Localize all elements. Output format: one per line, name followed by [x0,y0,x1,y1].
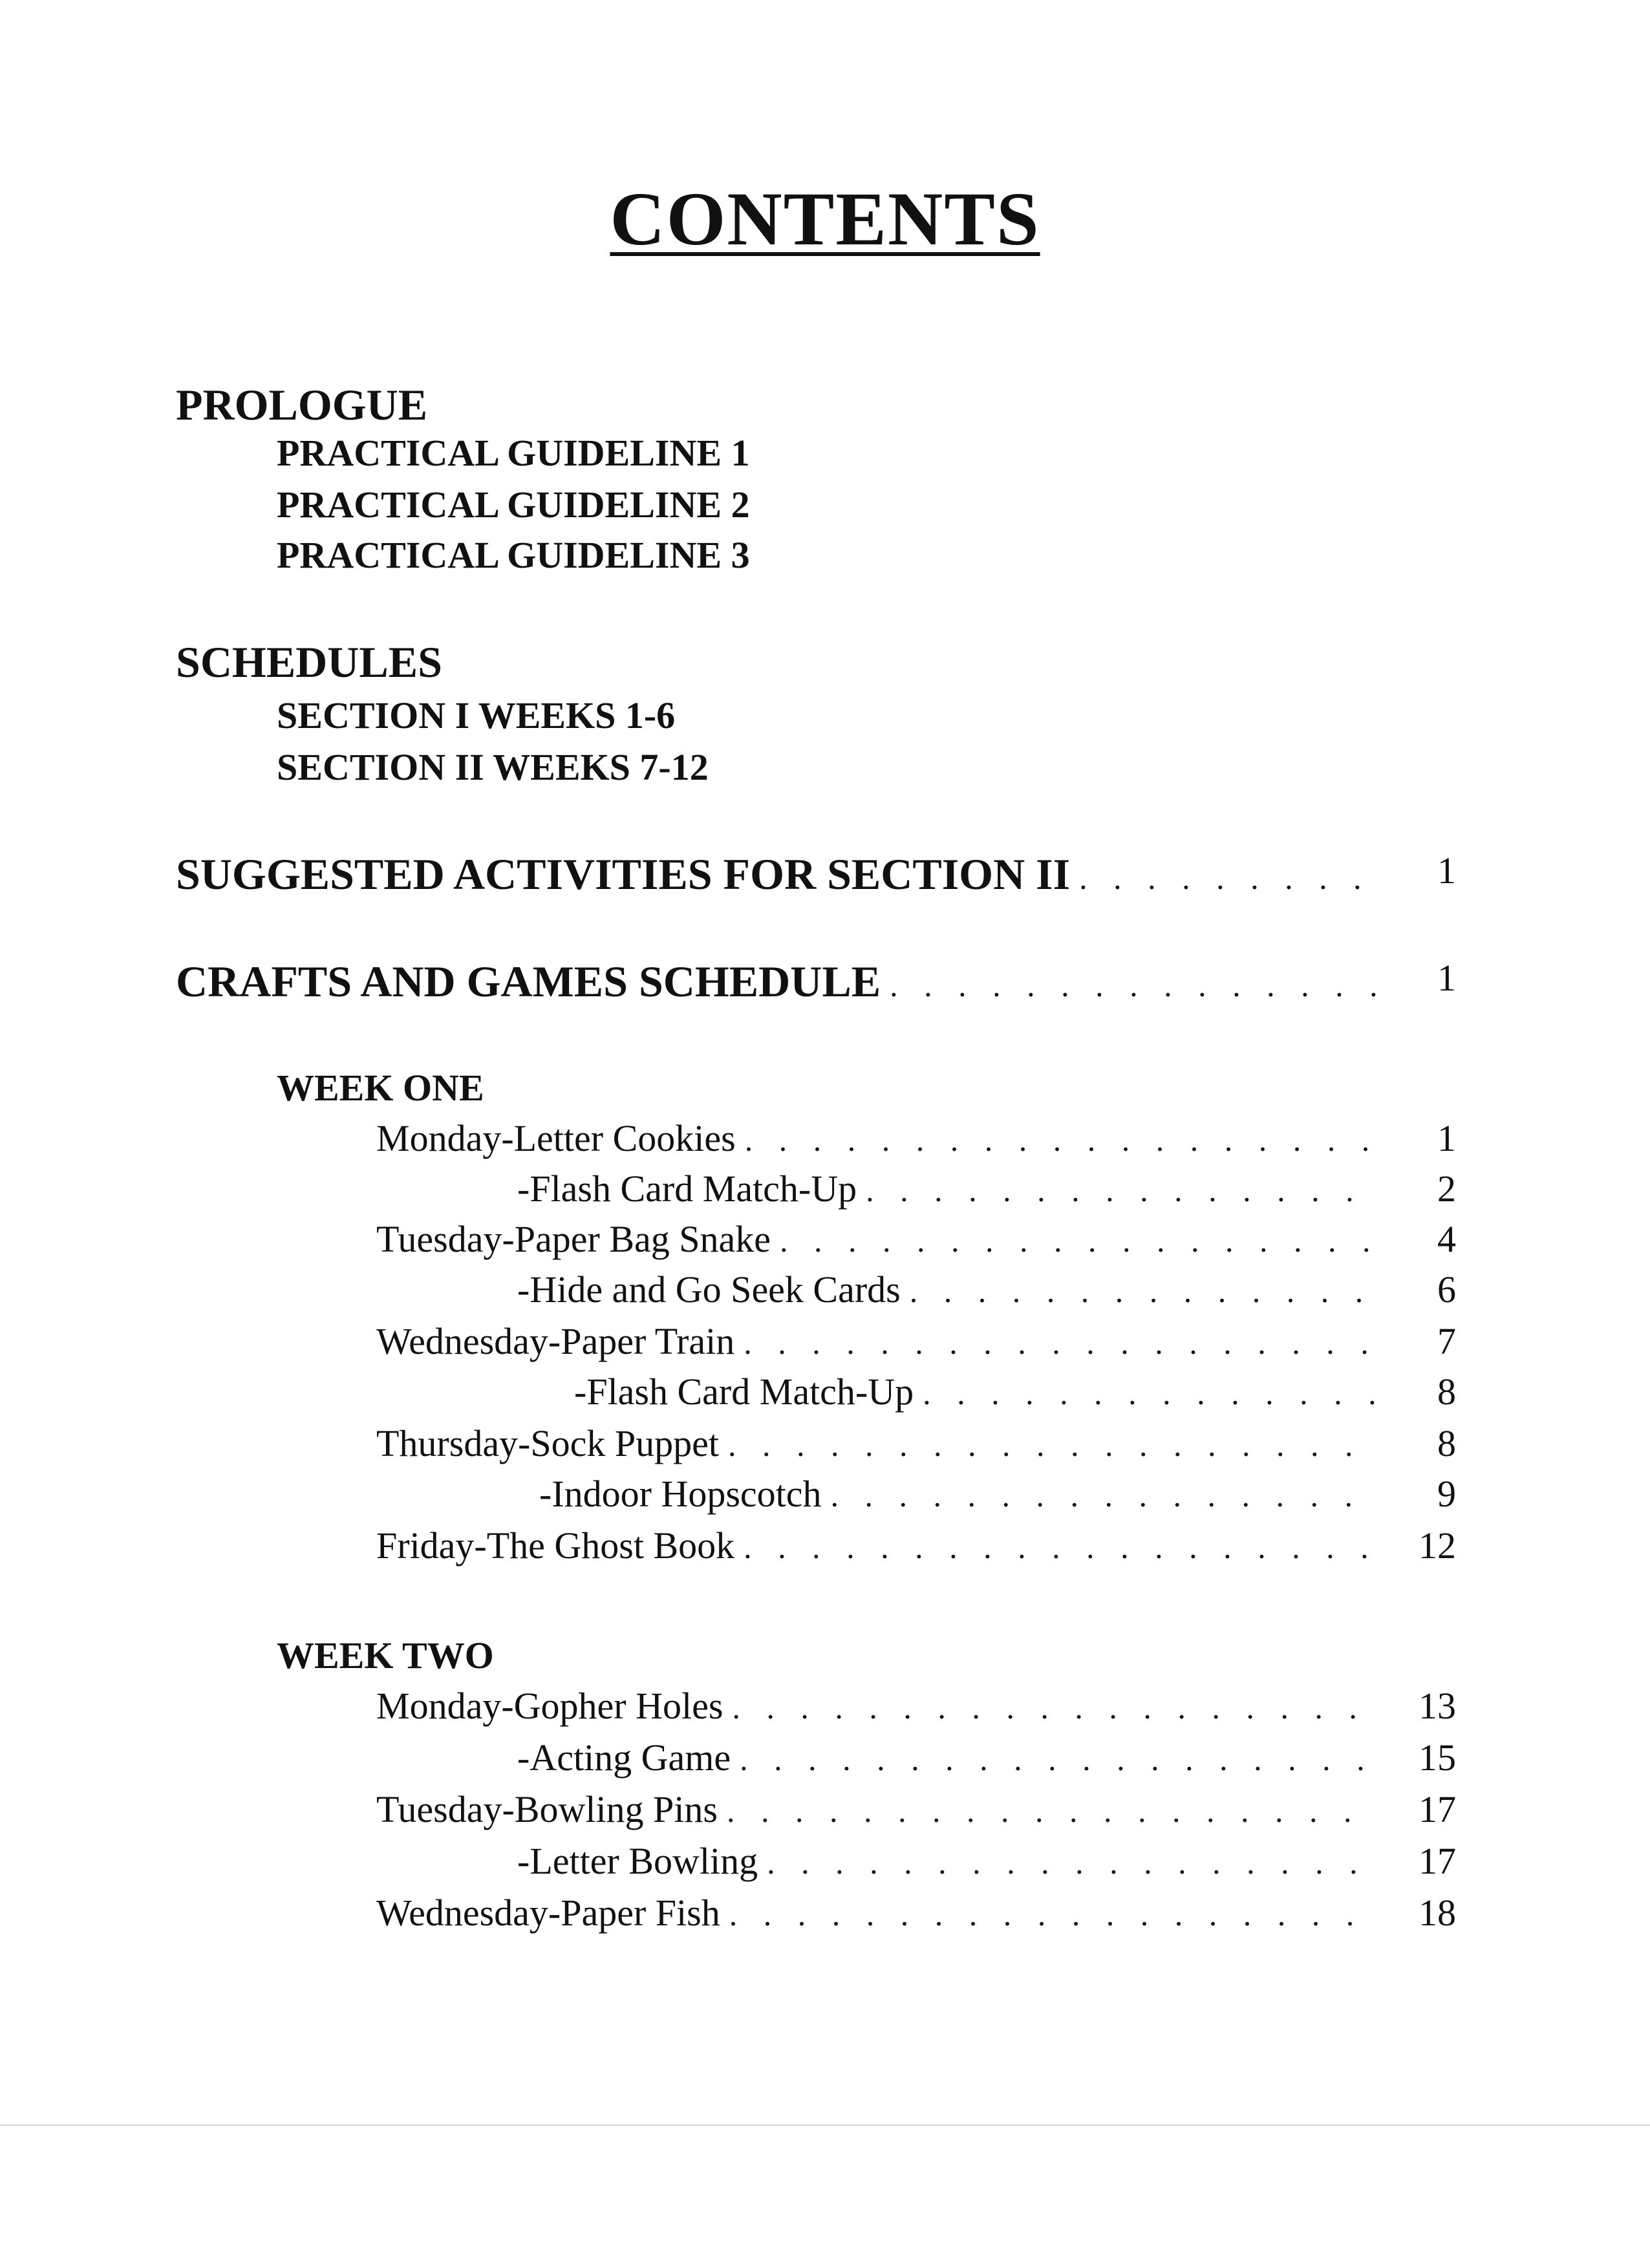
toc-page-number: 1 [1437,957,1456,999]
leader-dots [719,1429,1378,1461]
toc-entry [517,1840,1456,1882]
toc-entry-label: Tuesday-Bowling Pins [376,1788,718,1830]
toc-entry-label: CRAFTS AND GAMES SCHEDULE [176,957,881,1006]
toc-entry [376,1320,1456,1362]
schedules-heading: SCHEDULES [176,637,442,687]
leader-dots [734,1327,1378,1359]
toc-page-number: 15 [1419,1737,1456,1779]
toc-entry-label: Wednesday-Paper Train [376,1320,735,1362]
leader-dots [857,1174,1378,1206]
toc-page-number: 4 [1437,1218,1456,1260]
toc-page-number: 9 [1437,1473,1456,1515]
toc-entry-label: Monday-Gopher Holes [376,1685,723,1727]
toc-entry [517,1739,1456,1777]
toc-entry [376,1788,1456,1830]
week-one-heading: WEEK ONE [277,1067,484,1109]
toc-page-number: 1 [1437,850,1456,892]
toc-entry-label: SUGGESTED ACTIVITIES FOR SECTION II [176,850,1071,899]
leader-dots [734,1531,1378,1563]
schedules-item: SECTION I WEEKS 1-6 [277,694,676,736]
prologue-item: PRACTICAL GUIDELINE 2 [277,484,750,526]
toc-entry [574,1373,1456,1411]
toc-page-number: 2 [1437,1168,1456,1210]
leader-dots [901,1275,1378,1307]
leader-dots [758,1846,1378,1879]
toc-entry [376,1894,1456,1932]
toc-entry-label: Thursday-Sock Puppet [376,1422,719,1464]
toc-entry-crafts-games [176,957,1456,1006]
toc-entry-label: Monday-Letter Cookies [376,1117,736,1159]
toc-page-number: 17 [1419,1788,1456,1830]
toc-page-number: 17 [1419,1840,1456,1882]
toc-page-number: 13 [1419,1685,1456,1727]
toc-page-number: 12 [1419,1524,1456,1567]
toc-page-number: 8 [1437,1422,1456,1464]
leader-dots [1070,862,1378,894]
prologue-item: PRACTICAL GUIDELINE 1 [277,432,750,474]
toc-entry-label: -Hide and Go Seek Cards [517,1268,901,1311]
toc-page-number: 8 [1437,1371,1456,1413]
toc-entry-label: Tuesday-Paper Bag Snake [376,1218,771,1260]
toc-entry [517,1170,1456,1208]
toc-page-number: 7 [1437,1320,1456,1362]
prologue-item: PRACTICAL GUIDELINE 3 [277,534,750,576]
toc-entry [376,1524,1456,1567]
toc-entry [517,1268,1456,1311]
toc-entry-label: Wednesday-Paper Fish [376,1892,720,1934]
leader-dots [731,1743,1378,1775]
toc-page-number: 18 [1419,1892,1456,1934]
toc-entry-label: Friday-The Ghost Book [376,1524,735,1567]
toc-entry-label: -Acting Game [517,1737,731,1779]
leader-dots [771,1225,1378,1257]
toc-entry-suggested-activities [176,850,1456,899]
toc-entry-label: -Flash Card Match-Up [574,1371,914,1413]
leader-dots [720,1898,1378,1931]
toc-entry-label: -Flash Card Match-Up [517,1168,857,1210]
toc-page-number: 6 [1437,1268,1456,1311]
toc-entry [376,1422,1456,1464]
toc-entry-label: -Indoor Hopscotch [539,1473,822,1515]
toc-entry [539,1475,1456,1513]
page-title: CONTENTS [610,177,1040,261]
leader-dots [881,969,1378,1001]
leader-dots [822,1479,1378,1512]
scan-edge-divider [0,2124,1650,2126]
toc-entry-label: -Letter Bowling [517,1840,758,1882]
leader-dots [723,1691,1378,1724]
toc-entry [376,1687,1456,1725]
leader-dots [736,1124,1378,1156]
week-two-heading: WEEK TWO [277,1634,494,1676]
leader-dots [914,1377,1378,1409]
schedules-item: SECTION II WEEKS 7-12 [277,746,709,788]
toc-entry [376,1117,1456,1159]
prologue-heading: PROLOGUE [176,380,428,429]
toc-entry [376,1218,1456,1260]
leader-dots [718,1795,1378,1827]
toc-page-number: 1 [1437,1117,1456,1159]
